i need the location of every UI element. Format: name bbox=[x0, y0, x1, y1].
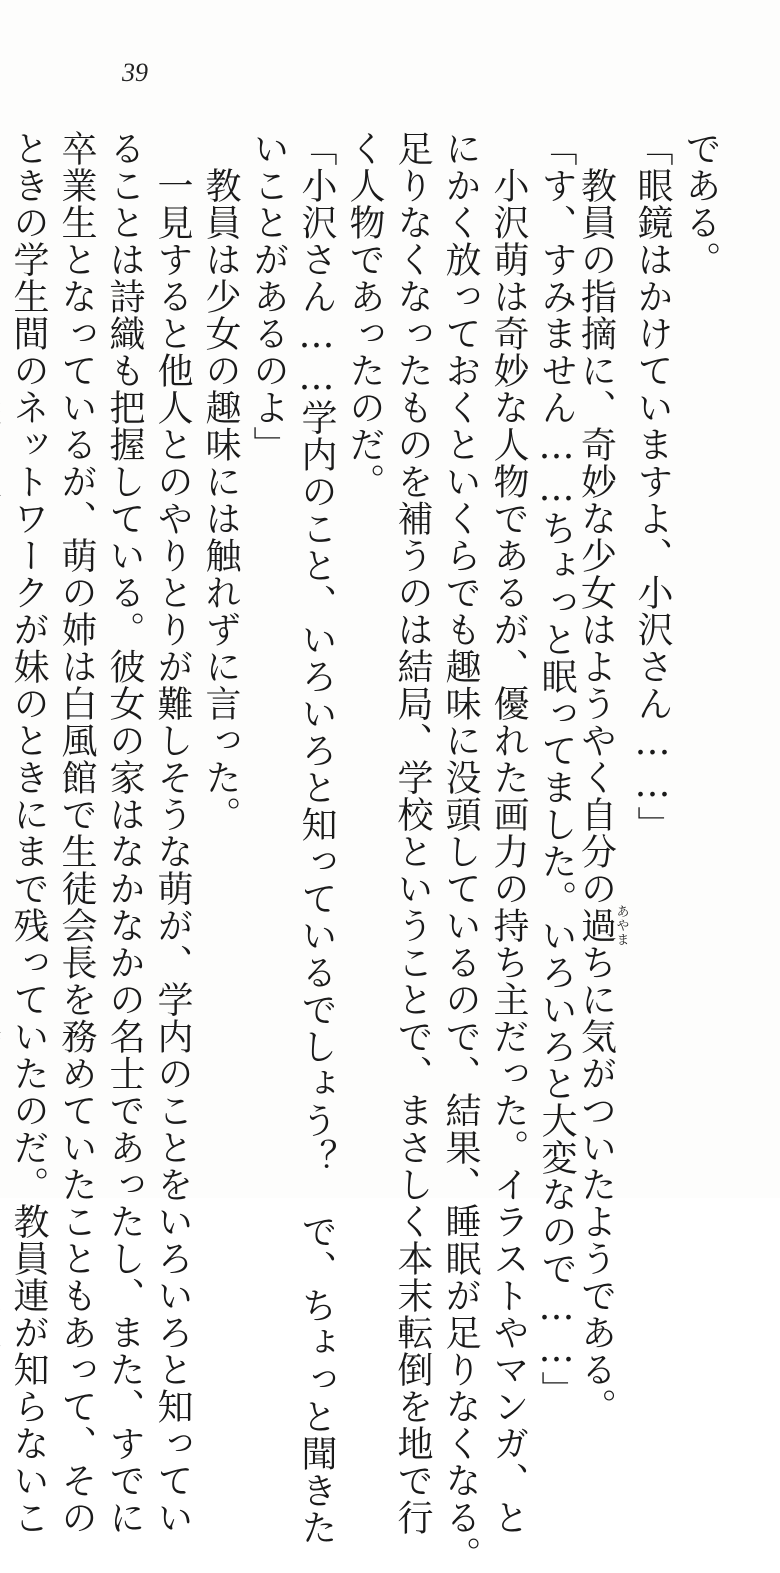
text-column: 一見すると他人とのやりとりが難しそうな萌が、学内のことをいろいろと知ってい bbox=[152, 130, 193, 1536]
text-column: にかく放っておくといくらでも趣味に没頭しているので、結果、睡眠が足りなくなる。 bbox=[440, 130, 481, 1573]
text-column: 卒業生となっているが、萌の姉は白風館で生徒会長を務めていたこともあって、その bbox=[56, 130, 97, 1536]
furigana-reading: あやま bbox=[613, 904, 629, 947]
vertical-text-block bbox=[0, 130, 724, 1573]
text-column: 「す、すみません……ちょっと眠ってました。いろいろと大変なので……」 bbox=[536, 130, 577, 1408]
text-column: 足りなくなったものを補うのは結局、学校ということで、まさしく本末転倒を地で行 bbox=[392, 130, 433, 1536]
text-column: ることは詩織も把握している。彼女の家はなかなかの名士であったし、また、すでに bbox=[104, 130, 145, 1536]
text-column: いことがあるのよ」 bbox=[248, 130, 289, 463]
text-column: 「眼鏡はかけていますよ、小沢さん……」 bbox=[632, 130, 673, 843]
text-column: く人物であったのだ。 bbox=[344, 130, 385, 500]
furigana: 過あやま bbox=[575, 904, 629, 947]
text-column: である。 bbox=[680, 130, 721, 278]
text-column: 小沢萌は奇妙な人物であるが、優れた画力の持ち主だった。イラストやマンガ、と bbox=[488, 130, 529, 1536]
page-number: 39 bbox=[122, 58, 148, 87]
text-column: 「小沢さん……学内のこと、いろいろと知っているでしょう？ で、ちょっと聞きた bbox=[296, 130, 337, 1546]
text-column: 教員の指摘に、奇妙な少女はようやく自分の過あやまちに気がついたようである。 bbox=[575, 130, 629, 1425]
text-column: 教員は少女の趣味には触れずに言った。 bbox=[200, 130, 241, 833]
text-column: ときの学生間のネットワークが妹のときにまで残っていたのだ。教員連が知らないこ bbox=[8, 130, 49, 1536]
